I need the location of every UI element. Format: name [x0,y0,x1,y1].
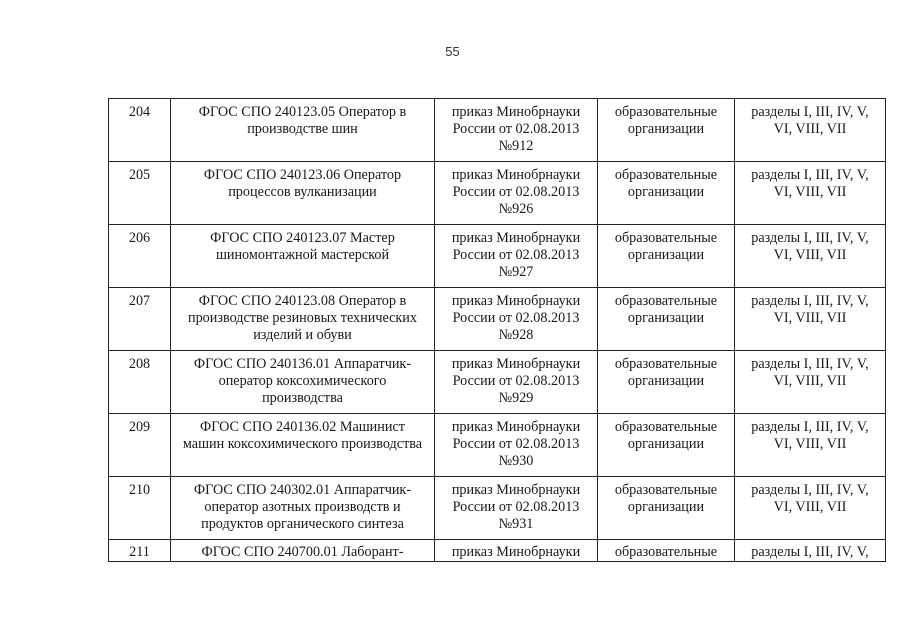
organizations-cell: образовательные организации [598,414,735,477]
order-cell: приказ Минобрнауки России от 02.08.2013 №930 [435,414,598,477]
order-cell: приказ Минобрнауки России от 02.08.2013 №928 [435,288,598,351]
order-cell: приказ Минобрнауки России от 02.08.2013 №926 [435,162,598,225]
standard-cell: ФГОС СПО 240123.07 Мастер шиномонтажной мастерской [171,225,435,288]
sections-cell: разделы I, III, IV, V, VI, VIII, VII [735,162,886,225]
organizations-cell: образовательные организации [598,288,735,351]
row-number-cell: 206 [109,225,171,288]
sections-cell: разделы I, III, IV, V, VI, VIII, VII [735,99,886,162]
row-number-cell: 205 [109,162,171,225]
order-cell: приказ Минобрнауки России от 02.08.2013 №912 [435,99,598,162]
order-cell: приказ Минобрнауки России от 02.08.2013 №927 [435,225,598,288]
sections-cell: разделы I, III, IV, V, VI, VIII, VII [735,477,886,540]
table-row [109,288,886,351]
organizations-cell: образовательные организации [598,351,735,414]
standard-cell: ФГОС СПО 240302.01 Аппаратчик- оператор азотных производств и продуктов органического синтеза [171,477,435,540]
table-row [109,414,886,477]
order-cell: приказ Минобрнауки России от 02.08.2013 №931 [435,477,598,540]
row-number-cell: 208 [109,351,171,414]
table-row [109,225,886,288]
table-row [109,99,886,162]
table-row [109,477,886,540]
organizations-cell: образовательные организации [598,162,735,225]
order-cell: приказ Минобрнауки России от 02.08.2013 №929 [435,351,598,414]
table-row [109,351,886,414]
row-number-cell: 204 [109,99,171,162]
organizations-cell: образовательные организации [598,99,735,162]
sections-cell: разделы I, III, IV, V, VI, VIII, VII [735,351,886,414]
standard-cell: ФГОС СПО 240700.01 Лаборант- [171,540,435,562]
row-number-cell: 211 [109,540,171,562]
sections-cell: разделы I, III, IV, V, [735,540,886,562]
standard-cell: ФГОС СПО 240123.08 Оператор в производстве резиновых технических изделий и обуви [171,288,435,351]
sections-cell: разделы I, III, IV, V, VI, VIII, VII [735,414,886,477]
standard-cell: ФГОС СПО 240123.05 Оператор в производстве шин [171,99,435,162]
row-number-cell: 210 [109,477,171,540]
sections-cell: разделы I, III, IV, V, VI, VIII, VII [735,288,886,351]
standard-cell: ФГОС СПО 240136.02 Машинист машин коксохимического производства [171,414,435,477]
standard-cell: ФГОС СПО 240123.06 Оператор процессов вулканизации [171,162,435,225]
organizations-cell: образовательные организации [598,477,735,540]
page-number: 55 [445,44,460,59]
row-number-cell: 209 [109,414,171,477]
table-row [109,162,886,225]
standard-cell: ФГОС СПО 240136.01 Аппаратчик- оператор коксохимического производства [171,351,435,414]
order-cell: приказ Минобрнауки [435,540,598,562]
row-number-cell: 207 [109,288,171,351]
organizations-cell: образовательные [598,540,735,562]
organizations-cell: образовательные организации [598,225,735,288]
table-row [109,540,886,562]
sections-cell: разделы I, III, IV, V, VI, VIII, VII [735,225,886,288]
standards-table [108,98,886,562]
